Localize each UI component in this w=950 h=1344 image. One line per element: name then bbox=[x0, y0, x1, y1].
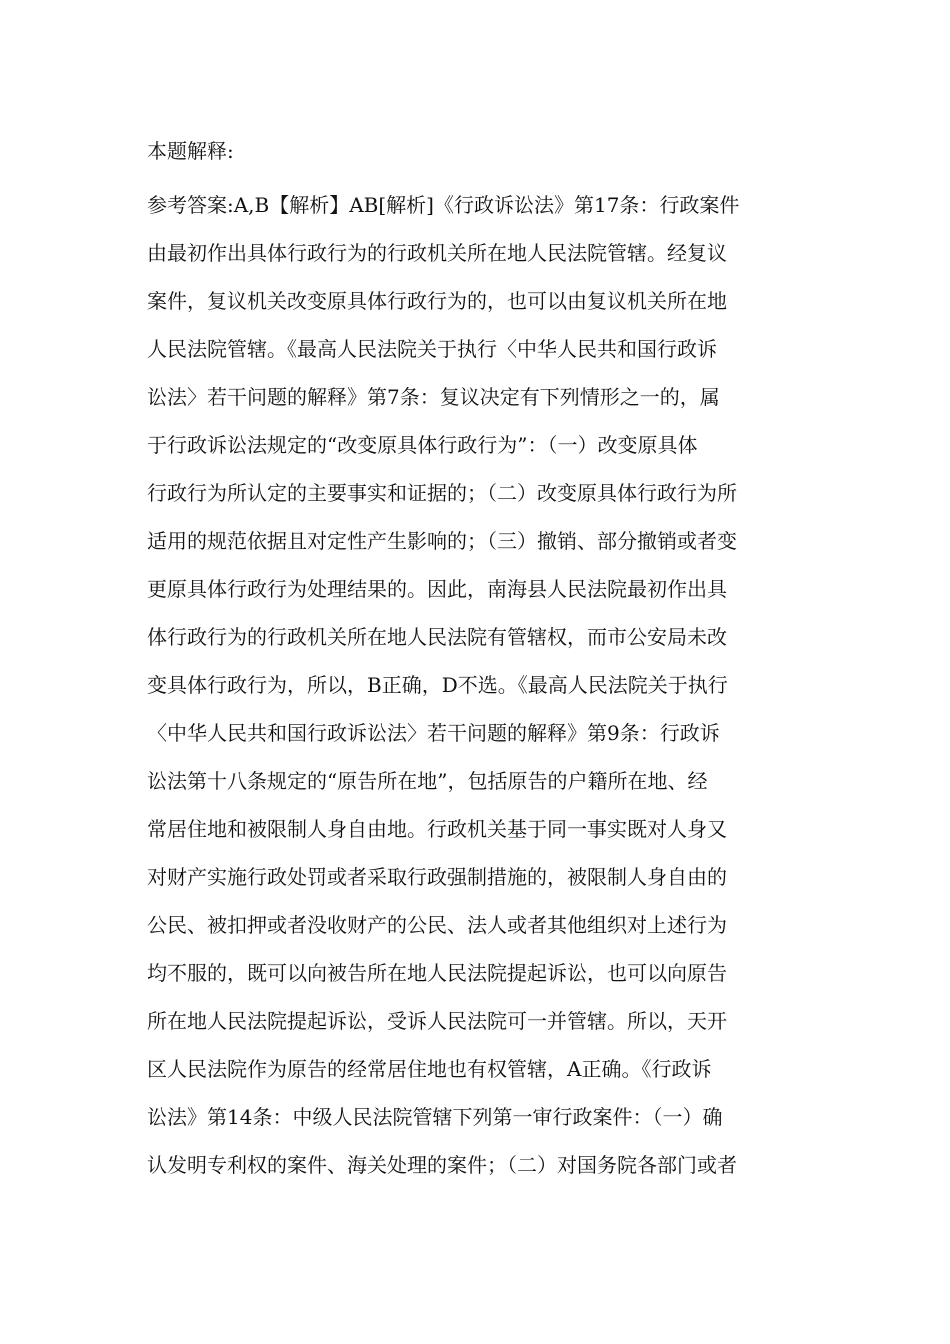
text-line-6: 于行政诉讼法规定的“改变原具体行政行为”：（一）改变原具体 bbox=[147, 433, 698, 457]
text-line-15: 对财产实施行政处罚或者采取行政强制措施的，被限制人身自由的 bbox=[147, 865, 727, 889]
text-line-20: 讼法》第14条：中级人民法院管辖下列第一审行政案件：（一）确 bbox=[147, 1105, 723, 1129]
text-line-2: 由最初作出具体行政行为的行政机关所在地人民法院管辖。经复议 bbox=[147, 241, 727, 265]
text-line-17: 均不服的，既可以向被告所在地人民法院提起诉讼，也可以向原告 bbox=[147, 961, 727, 985]
text-line-13: 讼法第十八条规定的“原告所在地”，包括原告的户籍所在地、经 bbox=[147, 769, 708, 793]
text-line-18: 所在地人民法院提起诉讼，受诉人民法院可一并管辖。所以，天开 bbox=[147, 1009, 727, 1033]
text-line-4: 人民法院管辖。《最高人民法院关于执行〈中华人民共和国行政诉 bbox=[147, 337, 717, 361]
text-line-7: 行政行为所认定的主要事实和证据的；（二）改变原具体行政行为所 bbox=[147, 481, 737, 505]
text-line-9: 更原具体行政行为处理结果的。因此，南海县人民法院最初作出具 bbox=[147, 577, 727, 601]
text-line-3: 案件，复议机关改变原具体行政行为的，也可以由复议机关所在地 bbox=[147, 289, 727, 313]
text-line-11: 变具体行政行为，所以，B正确，D不选。《最高人民法院关于执行 bbox=[147, 673, 728, 697]
text-line-14: 常居住地和被限制人身自由地。行政机关基于同一事实既对人身又 bbox=[147, 817, 727, 841]
text-line-10: 体行政行为的行政机关所在地人民法院有管辖权，而市公安局未改 bbox=[147, 625, 727, 649]
text-line-19: 区人民法院作为原告的经常居住地也有权管辖，A正确。《行政诉 bbox=[147, 1057, 712, 1081]
text-line-12: 〈中华人民共和国行政诉讼法〉若干问题的解释》第9条：行政诉 bbox=[147, 721, 720, 745]
text-line-21: 认发明专利权的案件、海关处理的案件；（二）对国务院各部门或者 bbox=[147, 1153, 737, 1177]
text-line-1: 参考答案:A,B【解析】AB[解析]《行政诉讼法》第17条：行政案件 bbox=[147, 193, 740, 217]
text-line-16: 公民、被扣押或者没收财产的公民、法人或者其他组织对上述行为 bbox=[147, 913, 727, 937]
text-line-5: 讼法〉若干问题的解释》第7条：复议决定有下列情形之一的，属 bbox=[147, 385, 720, 409]
text-line-8: 适用的规范依据且对定性产生影响的；（三）撤销、部分撤销或者变 bbox=[147, 529, 737, 553]
explanation-heading: 本题解释: bbox=[147, 139, 234, 163]
